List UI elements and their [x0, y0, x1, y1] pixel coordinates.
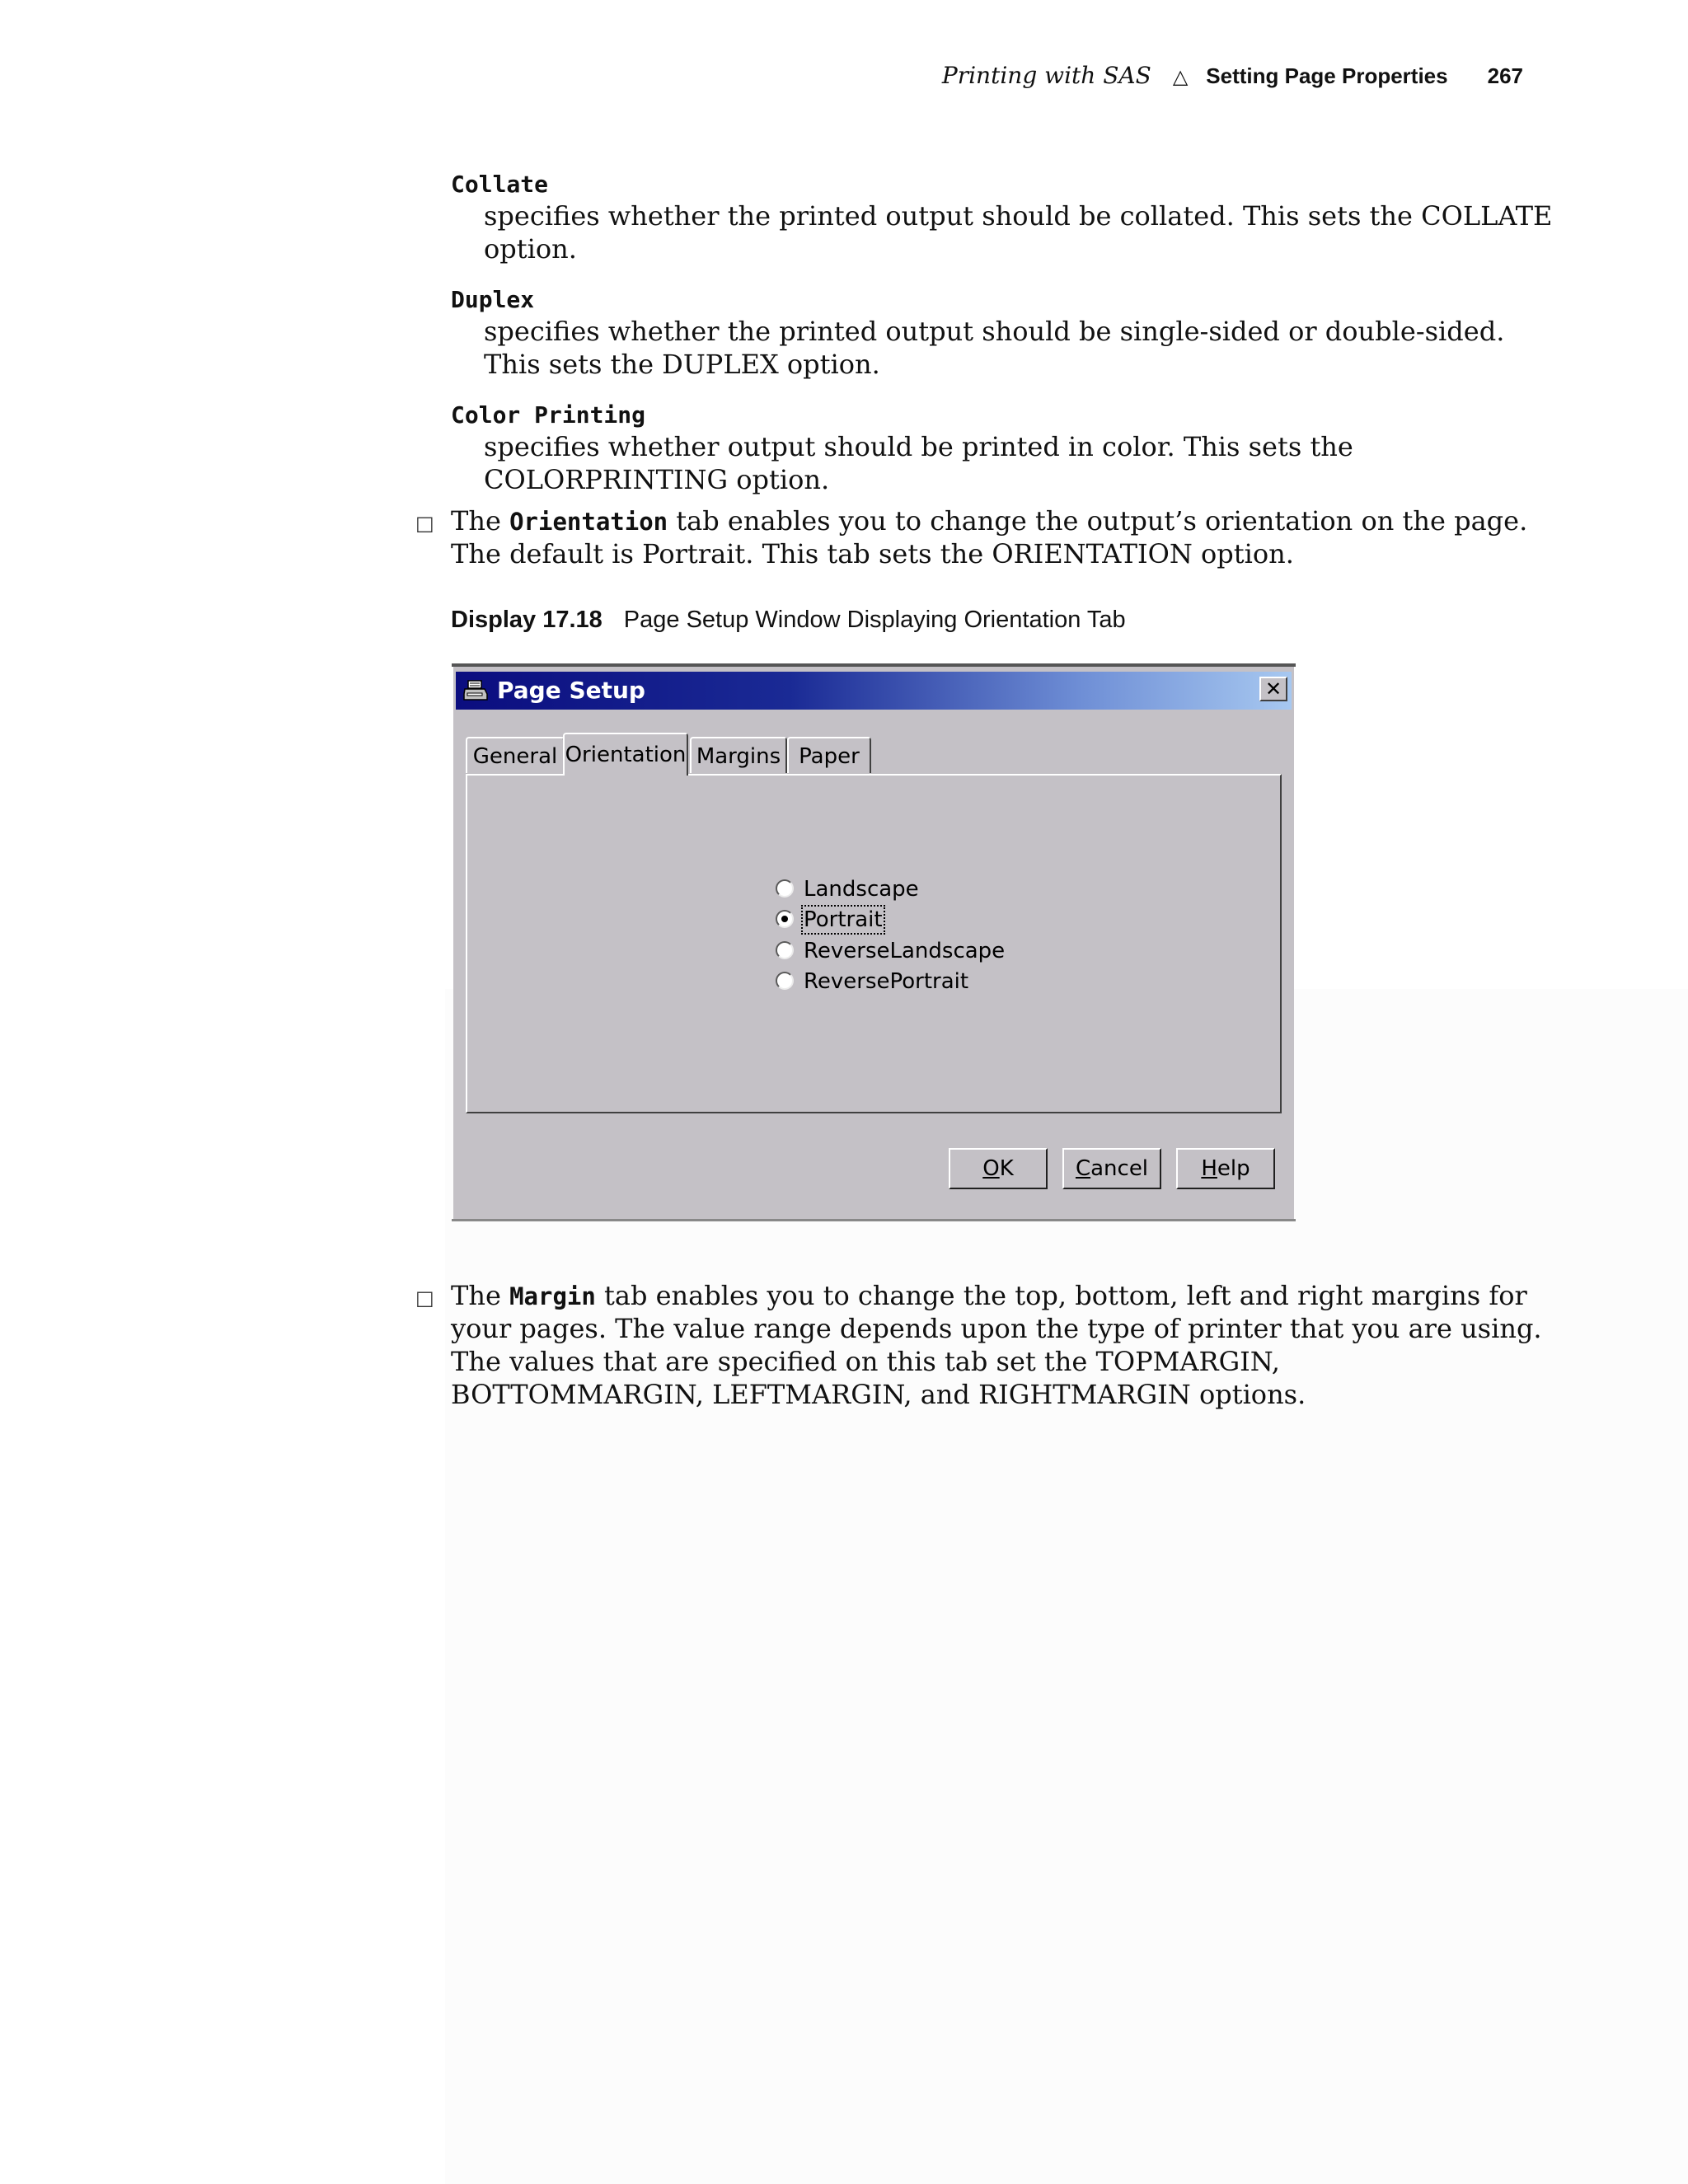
page-number: 267	[1487, 63, 1523, 88]
close-button[interactable]	[1259, 677, 1287, 701]
help-button[interactable]: Help	[1176, 1148, 1275, 1189]
figure-bottom-rule	[452, 1219, 1296, 1221]
printer-icon	[462, 679, 489, 702]
term-duplex: Duplex	[451, 286, 535, 313]
book-title: Printing with SAS	[941, 62, 1151, 89]
tab-margins[interactable]: Margins	[690, 737, 787, 773]
tab-paper[interactable]: Paper	[787, 737, 871, 773]
display-caption-text: Page Setup Window Displaying Orientation Tab	[623, 607, 1126, 633]
dialog-titlebar[interactable]	[456, 672, 1292, 710]
radio-button[interactable]	[776, 941, 794, 959]
radio-reverse-landscape[interactable]: ReverseLandscape	[776, 936, 1005, 966]
margin-para-line4: BOTTOMMARGIN, LEFTMARGIN, and RIGHTMARGIN options.	[451, 1379, 1306, 1410]
margin-para-line3: The values that are specified on this tab set the TOPMARGIN,	[451, 1346, 1280, 1377]
margin-code: Margin	[509, 1282, 596, 1310]
radio-reverse-portrait[interactable]: ReversePortrait	[776, 967, 968, 996]
desc-color-line2: COLORPRINTING option.	[484, 464, 830, 495]
dialog-title: Page Setup	[497, 677, 645, 704]
bullet-icon: □	[415, 1286, 434, 1310]
display-caption	[451, 603, 1126, 636]
radio-button-selected[interactable]	[776, 910, 794, 928]
running-header	[0, 59, 1523, 92]
orientation-code: Orientation	[509, 508, 668, 536]
radio-button[interactable]	[776, 972, 794, 990]
margin-para-line1: The Margin tab enables you to change the top, bottom, left and right margins for	[451, 1280, 1527, 1311]
desc-color-line1: specifies whether output should be printed in color. This sets the	[484, 431, 1353, 462]
desc-duplex-line1: specifies whether the printed output should be single-sided or double-sided.	[484, 316, 1505, 347]
radio-landscape[interactable]: Landscape	[776, 874, 919, 904]
term-color-printing: Color Printing	[451, 401, 646, 429]
radio-button[interactable]	[776, 879, 794, 898]
page-setup-dialog	[453, 667, 1294, 1219]
section-title: Setting Page Properties	[1206, 63, 1448, 88]
ok-button[interactable]: OK	[949, 1148, 1048, 1189]
radio-portrait[interactable]: Portrait	[776, 905, 883, 935]
orientation-para-line2: The default is Portrait. This tab sets the ORIENTATION option.	[451, 538, 1294, 569]
term-collate: Collate	[451, 171, 549, 198]
cancel-button[interactable]: Cancel	[1062, 1148, 1161, 1189]
orientation-tab-panel	[466, 774, 1282, 1113]
display-label: Display 17.18	[451, 607, 603, 633]
desc-collate-line2: option.	[484, 233, 577, 265]
desc-collate-line1: specifies whether the printed output should be collated. This sets the COLLATE	[484, 200, 1553, 232]
tab-orientation[interactable]: Orientation	[563, 733, 688, 776]
bullet-icon: □	[415, 512, 434, 535]
desc-duplex-line2: This sets the DUPLEX option.	[484, 349, 880, 380]
margin-para-line2: your pages. The value range depends upon the type of printer that you are using.	[451, 1313, 1542, 1344]
triangle-separator-icon: △	[1172, 65, 1189, 88]
close-icon: ✕	[1264, 677, 1282, 701]
orientation-para-line1: The Orientation tab enables you to change the output’s orientation on the page.	[451, 505, 1528, 537]
tab-general[interactable]: General	[466, 737, 565, 773]
